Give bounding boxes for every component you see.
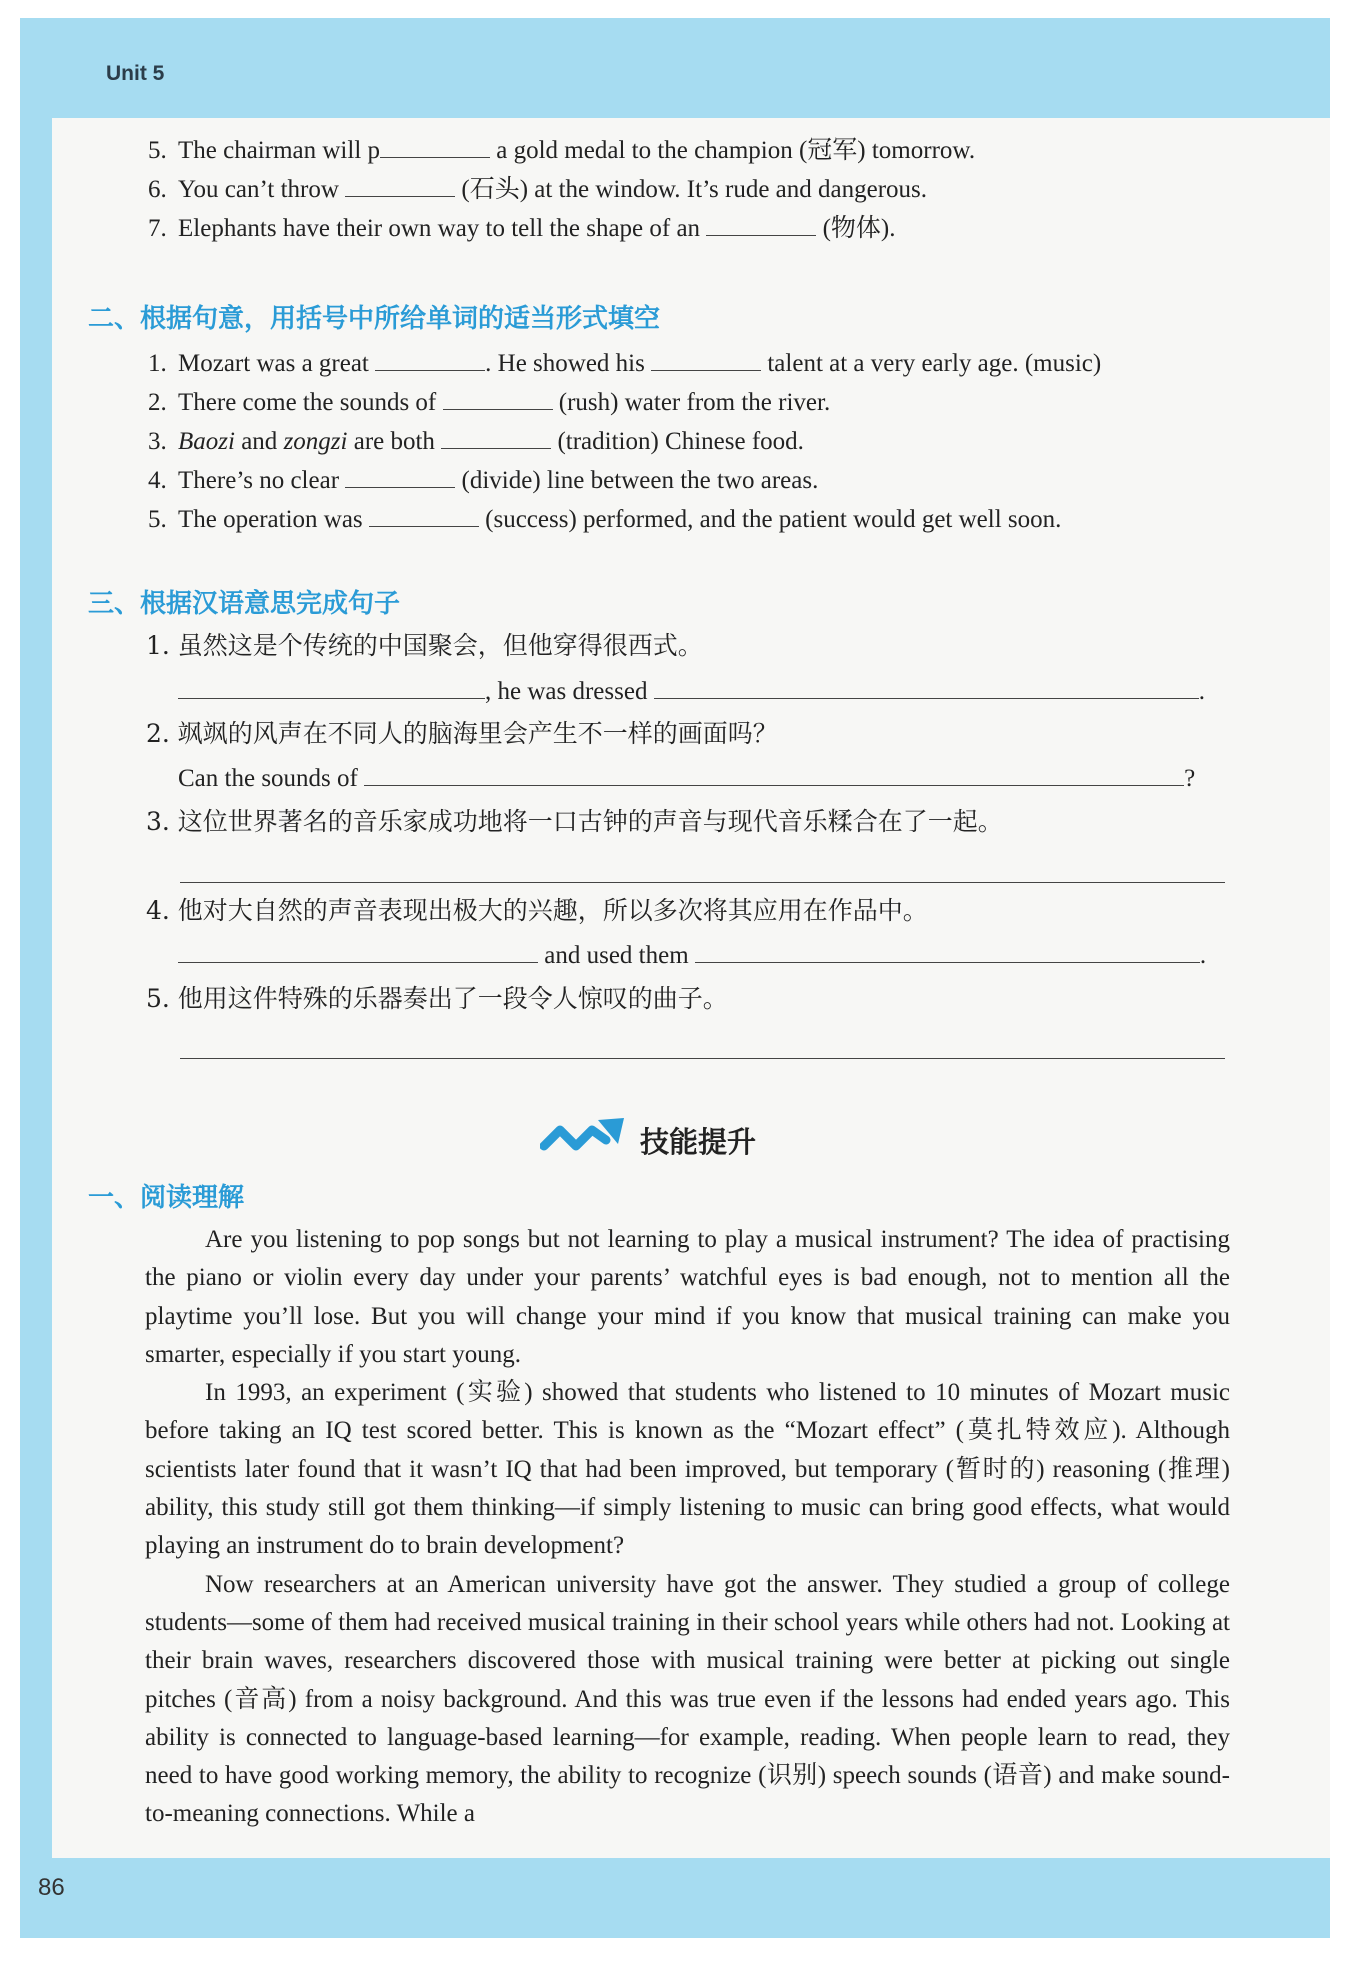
translation-prompt: 5. 他用这件特殊的乐器奏出了一段令人惊叹的曲子。 (146, 984, 728, 1013)
exercise-line: 2. There come the sounds of (rush) water from the river. (148, 389, 831, 416)
passage-paragraph: Are you listening to pop songs but not learning to play a musical instrument? The idea of practising the piano or violin every day under your parents’ watchful eyes is bad enough, not to mention all the playtime you’ll lose. But you will change your mind if you know that musical training can make you smarter, especially if you start young. (145, 1226, 1230, 1368)
answer-blank[interactable] (345, 465, 455, 488)
passage-paragraph: Now researchers at an American university have got the answer. They studied a group of college students—some of them had received musical training in their school years while others had not. Looking at their brain waves, researchers discovered those with musical training were better at picking out single pitches (音高) from a noisy background. And this was true even if the lessons had ended years ago. This ability is connected to language-based learning—for example, reading. When people learn to read, they need to have good working memory, the ability to recognize (识别) speech sounds (语音) and make sound-to-meaning connections. While a (145, 1570, 1230, 1828)
answer-blank[interactable] (706, 213, 816, 236)
answer-blank[interactable] (180, 1058, 1225, 1059)
answer-line: Can the sounds of ? (178, 765, 1196, 792)
answer-line: , he was dressed . (178, 676, 1205, 708)
reading-passage (145, 1221, 1230, 1834)
answer-blank[interactable] (654, 676, 1199, 699)
trend-up-icon (540, 1116, 626, 1160)
translation-prompt: 2. 飒飒的风声在不同人的脑海里会产生不一样的画面吗？ (146, 719, 778, 748)
exercise-line: 7. Elephants have their own way to tell the shape of an (物体). (148, 215, 896, 242)
exercise-line: 1. Mozart was a great . He showed his talent at a very early age. (music) (148, 350, 1102, 377)
answer-blank[interactable] (178, 940, 538, 963)
answer-blank[interactable] (345, 174, 455, 197)
exercise-line: 3. Baozi and zongzi are both (tradition) Chinese food. (148, 428, 804, 455)
unit-label: Unit 5 (106, 62, 165, 85)
page-number: 86 (38, 1874, 65, 1901)
translation-prompt: 1. 虽然这是个传统的中国聚会，但他穿得很西式。 (146, 631, 703, 660)
exercise-line: 5. The chairman will p a gold medal to the champion (冠军) tomorrow. (148, 137, 976, 164)
answer-line: and used them . (178, 940, 1206, 972)
answer-blank[interactable] (441, 426, 551, 449)
answer-blank[interactable] (380, 135, 490, 158)
exercise-line: 5. The operation was (success) performed, and the patient would get well soon. (148, 506, 1062, 533)
translation-prompt: 4. 他对大自然的声音表现出极大的兴趣，所以多次将其应用在作品中。 (146, 896, 928, 925)
answer-blank[interactable] (364, 763, 1184, 786)
reading-heading: 一、阅读理解 (88, 1183, 245, 1213)
section-heading: 三、根据汉语意思完成句子 (88, 589, 401, 619)
answer-blank[interactable] (178, 676, 485, 699)
answer-blank[interactable] (369, 504, 479, 527)
translation-prompt: 3. 这位世界著名的音乐家成功地将一口古钟的声音与现代音乐糅合在了一起。 (146, 807, 1003, 836)
answer-blank[interactable] (695, 940, 1200, 963)
exercise-line: 4. There’s no clear (divide) line between the two areas. (148, 467, 819, 494)
section-heading: 二、根据句意，用括号中所给单词的适当形式填空 (88, 304, 661, 334)
passage-paragraph: In 1993, an experiment (实验) showed that students who listened to 10 minutes of Mozart music before taking an IQ test scored better. This is known as the “Mozart effect” (莫扎特效应). Although scientists later found that it wasn’t IQ that had been improved, but temporary (暂时的) reasoning (推理) ability, this study still got them thinking—if simply listening to music can bring good effects, what would playing an instrument do to brain development? (145, 1379, 1230, 1560)
answer-blank[interactable] (443, 387, 553, 410)
answer-blank[interactable] (651, 348, 761, 371)
answer-blank[interactable] (375, 348, 485, 371)
answer-blank[interactable] (180, 882, 1225, 883)
exercise-line: 6. You can’t throw (石头) at the window. It’s rude and dangerous. (148, 176, 928, 203)
skills-title: 技能提升 (640, 1125, 757, 1159)
